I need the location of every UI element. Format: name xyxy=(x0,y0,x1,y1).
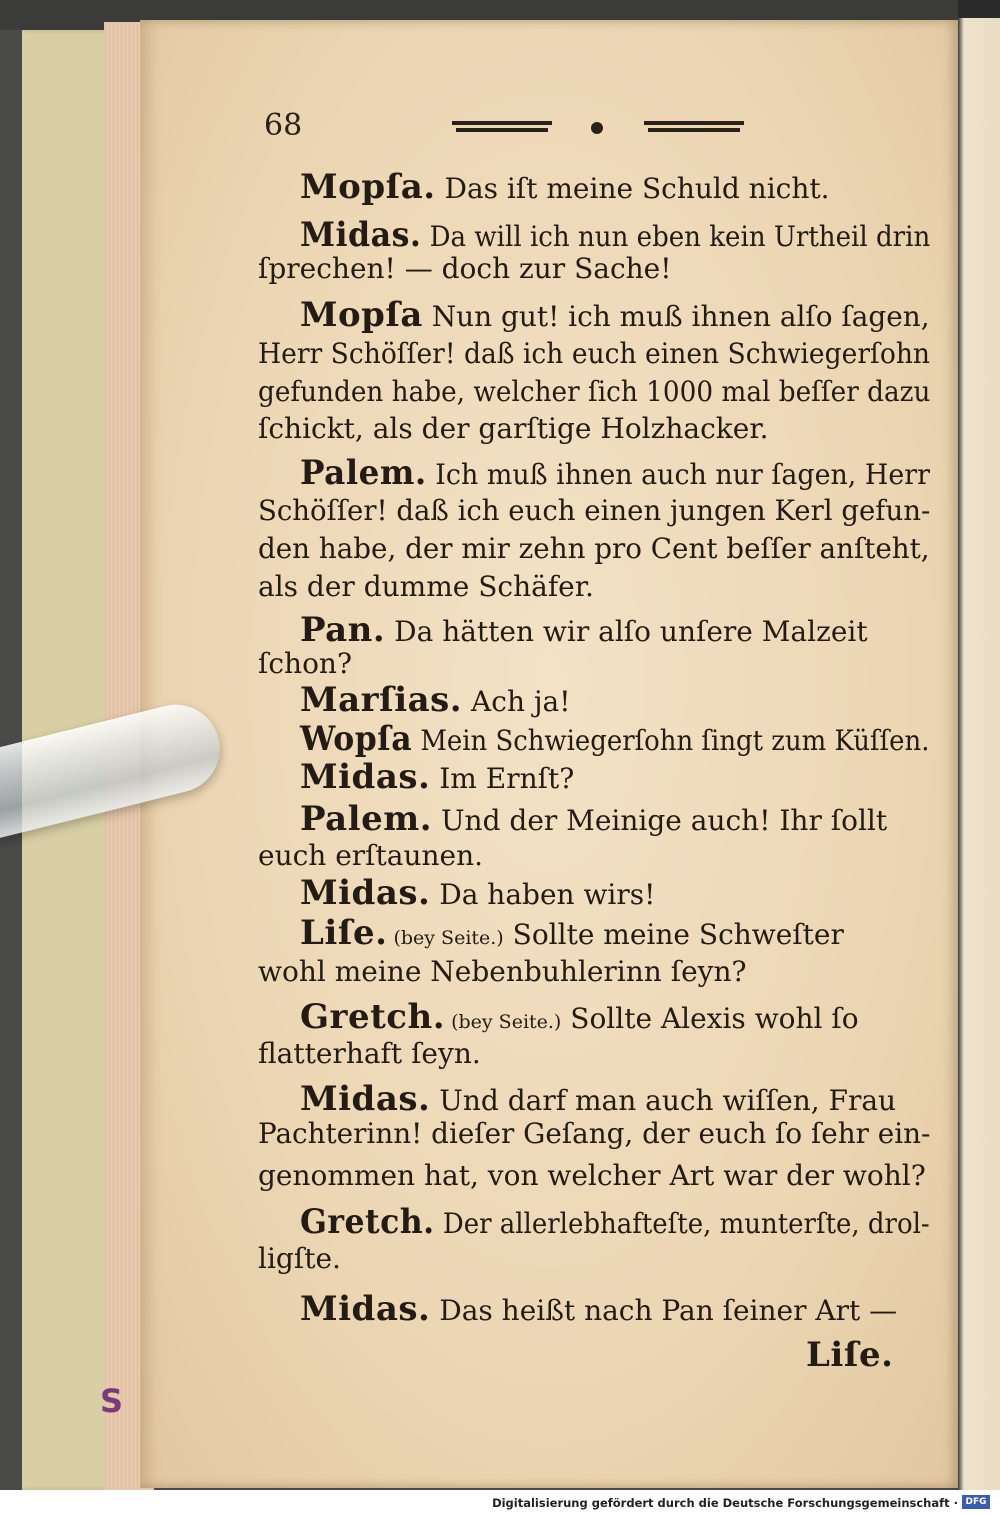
text-line xyxy=(258,1117,931,1150)
text-line xyxy=(258,337,931,370)
speaker-name: Midas. xyxy=(300,1289,431,1329)
line-text: ſchickt, als der garſtige Holzhacker. xyxy=(258,412,769,445)
text-line xyxy=(258,570,594,603)
text-line xyxy=(300,873,656,913)
line-text: Da haben wirs! xyxy=(430,878,656,911)
text-line xyxy=(300,453,930,493)
text-line xyxy=(258,1037,481,1070)
line-text: Da hätten wir alſo unſere Malzeit xyxy=(385,615,868,648)
line-text: Herr Schöſſer! daß ich euch einen Schwiegerſohn xyxy=(258,337,931,370)
text-line xyxy=(300,1202,930,1242)
speaker-name: Wopſa xyxy=(300,719,413,759)
speaker-name: Midas. xyxy=(300,1079,431,1119)
line-text: Der allerlebhafteſte, munterſte, drol- xyxy=(434,1207,930,1240)
line-text: ſchon? xyxy=(258,647,352,680)
header-ornament xyxy=(452,115,752,139)
text-line xyxy=(258,1242,341,1275)
text-line xyxy=(300,215,931,255)
speaker-name: Palem. xyxy=(300,799,433,839)
line-text: Und darf man auch wiſſen, Frau xyxy=(430,1084,897,1117)
line-text: Nun gut! ich muß ihnen alſo ſagen, xyxy=(422,300,930,333)
text-line xyxy=(300,799,888,839)
line-text: Das iſt meine Schuld nicht. xyxy=(435,172,830,205)
line-text: Ich muß ihnen auch nur ſagen, Herr xyxy=(426,458,930,491)
text-line xyxy=(300,1289,898,1329)
speaker-name: Marſias. xyxy=(300,680,463,720)
line-text: als der dumme Schäfer. xyxy=(258,570,594,603)
line-text: wohl meine Nebenbuhlerinn ſeyn? xyxy=(258,955,747,988)
text-line xyxy=(300,680,571,720)
line-text: Und der Meinige auch! Ihr ſollt xyxy=(432,804,888,837)
text-line xyxy=(300,913,844,953)
catchword: Liſe. xyxy=(806,1335,894,1375)
text-line xyxy=(300,757,575,797)
page-number: 68 xyxy=(264,108,303,143)
text-line xyxy=(258,252,672,285)
speaker-name: Liſe. xyxy=(300,913,388,953)
speaker-name: Midas. xyxy=(300,757,431,797)
line-text: Pachterinn! dieſer Geſang, der euch ſo ſehr ein- xyxy=(258,1117,931,1150)
text-line xyxy=(300,295,930,335)
text-line xyxy=(300,1079,897,1119)
text-line xyxy=(300,610,868,650)
line-text: genommen hat, von welcher Art war der wohl? xyxy=(258,1159,926,1192)
text-line xyxy=(300,997,859,1037)
text-line xyxy=(258,494,931,527)
speaker-name: Mopſa. xyxy=(300,167,436,207)
line-text: Schöſſer! daß ich euch einen jungen Kerl gefun- xyxy=(258,494,931,527)
speaker-name: Midas. xyxy=(300,215,422,255)
text-line xyxy=(258,955,747,988)
line-text: Das heißt nach Pan ſeiner Art — xyxy=(430,1294,898,1327)
speaker-name: Midas. xyxy=(300,873,431,913)
text-line xyxy=(300,167,830,207)
line-text: Mein Schwiegerſohn ſingt zum Küſſen. xyxy=(412,724,930,757)
line-text: gefunden habe, welcher ſich 1000 mal beſſer dazu xyxy=(258,375,931,408)
stage-direction: (bey Seite.) xyxy=(387,927,504,949)
line-text: den habe, der mir zehn pro Cent beſſer anſteht, xyxy=(258,532,930,565)
opposite-page-edge xyxy=(958,18,1000,1490)
line-text: flatterhaft ſeyn. xyxy=(258,1037,481,1070)
line-text: Da will ich nun eben kein Urtheil drin xyxy=(421,220,931,253)
library-stamp: S xyxy=(100,1382,124,1420)
footer-credit: Digitalisierung gefördert durch die Deutsche Forschungsgemeinschaft · xyxy=(492,1496,958,1510)
text-line xyxy=(258,375,931,408)
background-corner xyxy=(958,0,1000,20)
text-line xyxy=(258,1159,926,1192)
line-text: Sollte Alexis wohl ſo xyxy=(561,1002,859,1035)
speaker-name: Gretch. xyxy=(300,997,446,1037)
line-text: euch erſtaunen. xyxy=(258,839,484,872)
line-text: ſprechen! — doch zur Sache! xyxy=(258,252,672,285)
dfg-logo: DFG xyxy=(962,1495,990,1509)
stage-direction: (bey Seite.) xyxy=(445,1011,562,1033)
text-line xyxy=(258,647,352,680)
text-line xyxy=(300,719,930,759)
text-line xyxy=(258,412,769,445)
speaker-name: Mopſa xyxy=(300,295,423,335)
line-text: ligſte. xyxy=(258,1242,341,1275)
speaker-name: Palem. xyxy=(300,453,427,493)
line-text: Ach ja! xyxy=(462,685,571,718)
text-line xyxy=(258,532,930,565)
speaker-name: Gretch. xyxy=(300,1202,435,1242)
text-line xyxy=(258,839,484,872)
line-text: Sollte meine Schweſter xyxy=(503,918,844,951)
line-text: Im Ernſt? xyxy=(430,762,575,795)
speaker-name: Pan. xyxy=(300,610,386,650)
